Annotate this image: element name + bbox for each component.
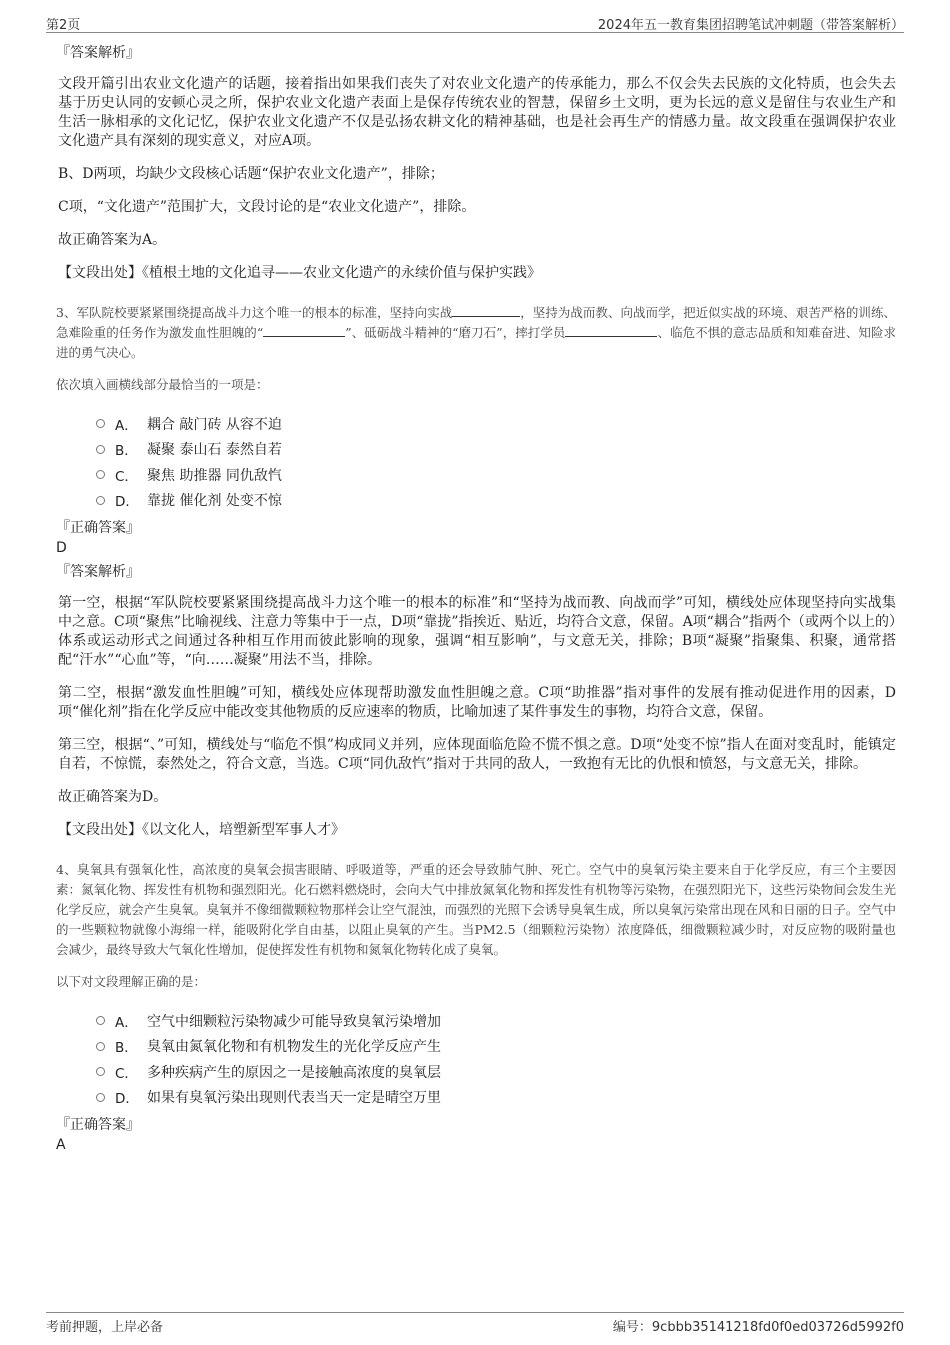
stem-text: 3、军队院校要紧紧围绕提高战斗力这个唯一的根本的标准，坚持向实战 — [56, 305, 453, 320]
option-c[interactable] — [96, 1059, 896, 1085]
analysis-paragraph: 第一空，根据“军队院校要紧紧围绕提高战斗力这个唯一的根本的标准”和“坚持为战而教、向战而学”可知，横线处应体现坚持向实战集中之意。C项“聚焦”比喻视线、注意力等集中于一点，D项“靠拢”指挨近、贴近，均符合文意，保留。A项“耦合”指两个（或两个以上的）体系或运动形式之间通过各种相互作用而彼此影响的现象，强调“相互影响”，与文意无关，排除；B项“凝聚”指聚集、积聚，通常搭配“汗水”“心血”等，“向……凝聚”用法不当，排除。 — [58, 595, 896, 668]
page-content — [56, 44, 896, 1160]
question-stem: 4、臭氧具有强氧化性，高浓度的臭氧会损害眼睛、呼吸道等，严重的还会导致肺气肿、死亡。空气中的臭氧污染主要来自于化学反应，有三个主要因素：氮氧化物、挥发性有机物和强烈阳光。化石燃料燃烧时，会向大气中排放氮氧化物和挥发性有机物等污染物，在强烈阳光下，这些污染物间会发生光化学反应，就会产生臭氧。臭氧并不像细微颗粒物那样会让空气混浊，而强烈的光照下会诱导臭氧生成，所以臭氧污染常出现在风和日丽的日子。空气中的一些颗粒物就像小海绵一样，能吸附化学自由基，以阻止臭氧的产生。当PM2.5（细颗粒污染物）浓度降低，细微颗粒减少时，对反应物的吸附量也会减少，最终导致大气氧化性增加，促使挥发性有机物和氮氧化物转化成了臭氧。 — [56, 862, 896, 957]
option-text: 耦合 敲门砖 从容不迫 — [147, 416, 282, 433]
analysis-label: 『答案解析』 — [56, 45, 140, 61]
option-list — [96, 1008, 896, 1110]
analysis-label: 『答案解析』 — [56, 564, 140, 580]
option-d[interactable] — [96, 488, 896, 514]
page-number: 第2页 — [46, 18, 81, 33]
answer-label: 『正确答案』 — [56, 1117, 140, 1133]
option-text: 空气中细颗粒污染物减少可能导致臭氧污染增加 — [147, 1013, 441, 1030]
analysis-conclusion: 故正确答案为D。 — [58, 789, 168, 805]
option-b[interactable] — [96, 437, 896, 463]
option-a[interactable] — [96, 411, 896, 437]
option-text: 臭氧由氮氧化物和有机物发生的光化学反应产生 — [147, 1039, 441, 1056]
document-code: 编号：9cbbb35141218fd0f0ed03726d5992f0 — [612, 1320, 904, 1335]
source-citation: 【文段出处】《以文化人，培塑新型军事人才》 — [58, 822, 345, 838]
analysis-paragraph: C项，“文化遗产”范围扩大，文段讨论的是“农业文化遗产”，排除。 — [58, 199, 476, 215]
radio-icon[interactable] — [96, 1093, 105, 1102]
option-letter: A． — [115, 417, 138, 434]
option-letter: D． — [115, 1091, 139, 1108]
answer-label: 『正确答案』 — [56, 520, 140, 536]
analysis-paragraph: B、D两项，均缺少文段核心话题“保护农业文化遗产”，排除； — [58, 166, 444, 182]
footer-slogan: 考前押题，上岸必备 — [46, 1320, 164, 1335]
radio-icon[interactable] — [96, 470, 105, 479]
radio-icon[interactable] — [96, 1042, 105, 1051]
option-letter: D． — [115, 494, 139, 511]
stem-text: 、临危不惧的意志品质和知难奋进、知险求进的勇气决心。 — [56, 325, 896, 360]
source-citation: 【文段出处】《植根土地的文化追寻——农业文化遗产的永续价值与保护实践》 — [58, 265, 541, 281]
option-c[interactable] — [96, 462, 896, 488]
radio-icon[interactable] — [96, 445, 105, 454]
option-text: 凝聚 泰山石 泰然自若 — [147, 442, 282, 459]
option-d[interactable] — [96, 1085, 896, 1111]
option-b[interactable] — [96, 1034, 896, 1060]
option-list — [96, 411, 896, 513]
analysis-paragraph: 文段开篇引出农业文化遗产的话题，接着指出如果我们丧失了对农业文化遗产的传承能力，那么不仅会失去民族的文化特质，也会失去基于历史认同的安顿心灵之所，保护农业文化遗产表面上是保存传统农业的智慧，保留乡土文明，更为长远的意义是留住与农业生产和生活一脉相承的文化记忆，保护农业文化遗产不仅是弘扬农耕文化的精神基础，也是社会再生产的情感力量。故文段重在强调保护农业文化遗产具有深刻的现实意义，对应A项。 — [58, 76, 896, 149]
answer-value: D — [56, 540, 67, 556]
radio-icon[interactable] — [96, 419, 105, 428]
fill-blank — [565, 324, 657, 337]
option-a[interactable] — [96, 1008, 896, 1034]
analysis-paragraph: 第二空，根据“激发血性胆魄”可知，横线处应体现帮助激发血性胆魄之意。C项“助推器”指对事件的发展有推动促进作用的因素，D项“催化剂”指在化学反应中能改变其他物质的反应速率的物质，比喻加速了某件事发生的事物，均符合文意，保留。 — [58, 685, 896, 720]
question-prompt: 依次填入画横线部分最恰当的一项是： — [56, 377, 269, 392]
page-footer — [46, 1312, 904, 1335]
answer-value: A — [56, 1137, 66, 1153]
radio-icon[interactable] — [96, 1067, 105, 1076]
option-text: 如果有臭氧污染出现则代表当天一定是晴空万里 — [147, 1090, 441, 1107]
document-title: 2024年五一教育集团招聘笔试冲刺题（带答案解析） — [597, 18, 904, 33]
option-letter: B． — [115, 1040, 138, 1057]
option-letter: A． — [115, 1014, 138, 1031]
radio-icon[interactable] — [96, 1016, 105, 1025]
option-letter: C． — [115, 468, 138, 485]
stem-text: ，坚持为战而教、向战而学，把近似实战的环境、艰苦严格的训练、急难险重的任务作为激发血性胆魄的“ — [56, 305, 896, 340]
analysis-conclusion: 故正确答案为A。 — [58, 232, 167, 248]
radio-icon[interactable] — [96, 496, 105, 505]
fill-blank — [452, 304, 520, 317]
option-text: 靠拢 催化剂 处变不惊 — [147, 493, 282, 510]
question-stem — [56, 303, 896, 363]
fill-blank — [263, 324, 345, 337]
option-text: 多种疾病产生的原因之一是接触高浓度的臭氧层 — [147, 1064, 441, 1081]
analysis-paragraph: 第三空，根据“、”可知，横线处与“临危不惧”构成同义并列，应体现面临危险不慌不惧之意。D项“处变不惊”指人在面对变乱时，能镇定自若，不惊慌，泰然处之，符合文意，当选。C项“同仇敌忾”指对于共同的敌人，一致抱有无比的仇恨和愤怒，与文意无关，排除。 — [58, 737, 896, 772]
option-text: 聚焦 助推器 同仇敌忾 — [147, 467, 282, 484]
option-letter: B． — [115, 443, 138, 460]
option-letter: C． — [115, 1065, 138, 1082]
page-header — [46, 14, 904, 33]
stem-text: ”、砥砺战斗精神的“磨刀石”，摔打学员 — [345, 325, 566, 340]
question-prompt: 以下对文段理解正确的是： — [56, 974, 207, 989]
